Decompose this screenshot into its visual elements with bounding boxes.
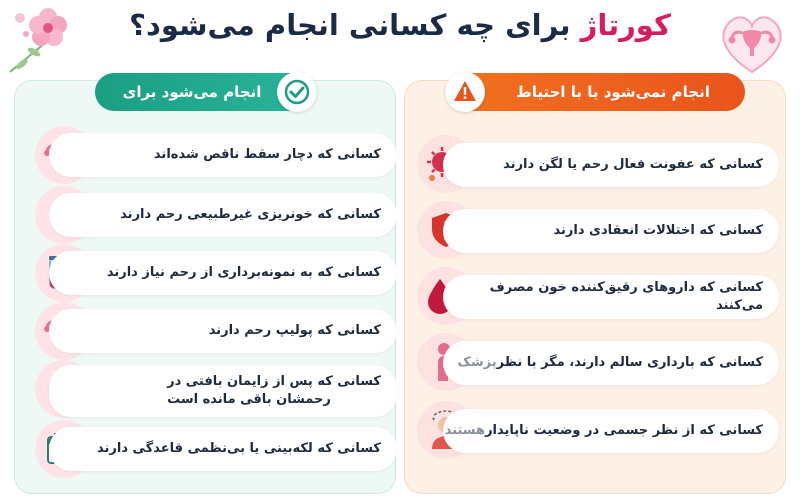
warning-badge [445, 72, 485, 112]
contraindications-header [445, 73, 745, 111]
list-item [49, 193, 397, 237]
list-item-text: کسانی که عفونت فعال رحم یا لگن دارند [503, 157, 763, 173]
title-accent: کورتاژ [580, 8, 671, 42]
check-badge [277, 72, 317, 112]
list-item-muted: هستند [444, 423, 486, 439]
list-item-text: کسانی که به نمونه‌برداری از رحم نیاز دارند [106, 265, 381, 281]
list-item-text: کسانی که خونریزی غیرطبیعی رحم دارند [120, 207, 381, 223]
list-item-text: کسانی که لکه‌بینی یا بی‌نظمی قاعدگی دارند [97, 441, 381, 457]
list-item [443, 341, 779, 385]
list-item-line-1: کسانی که پس از زایمان بافتی در [167, 374, 381, 390]
check-icon [284, 79, 310, 105]
cherry-blossom-icon [4, 4, 74, 76]
list-item-text [458, 341, 763, 385]
list-item [443, 143, 779, 187]
list-item-main: کسانی که بارداری سالم دارند، مگر با نظر [496, 355, 763, 371]
list-item-text: کسانی که دچار سقط ناقص شده‌اند [153, 147, 381, 163]
list-item-main: کسانی که از نظر جسمی در وضعیت ناپایدار [485, 423, 763, 439]
list-item-text: کسانی که اختلالات انعقادی دارند [553, 223, 763, 239]
list-item [49, 427, 397, 471]
list-item [443, 275, 779, 319]
warning-icon [452, 79, 478, 105]
list-item-text [167, 365, 381, 417]
list-item-text [445, 409, 763, 453]
indications-header [95, 73, 317, 111]
uterus-heart-icon [716, 6, 788, 78]
indications-header-label: انجام می‌شود برای [122, 83, 262, 101]
list-item-text: کسانی که پولیپ رحم دارند [208, 323, 381, 339]
indications-panel [14, 80, 396, 494]
list-item [49, 133, 397, 177]
svg-text:✦: ✦ [431, 416, 437, 423]
list-item-line-2: رحمشان باقی مانده است [167, 392, 331, 407]
list-item-muted: پزشک [457, 355, 497, 371]
list-item [443, 409, 779, 453]
page-title [120, 8, 680, 42]
contraindications-header-label: انجام نمی‌شود یا با احتیاط [516, 83, 710, 101]
title-rest: برای چه کسانی انجام می‌شود؟ [129, 8, 581, 42]
list-item [443, 209, 779, 253]
list-item [49, 251, 397, 295]
list-item-text: کسانی که داروهای رقیق‌کننده خون مصرف می‌کنند [489, 280, 763, 313]
contraindications-panel [404, 80, 786, 494]
list-item [49, 365, 397, 417]
list-item [49, 309, 397, 353]
